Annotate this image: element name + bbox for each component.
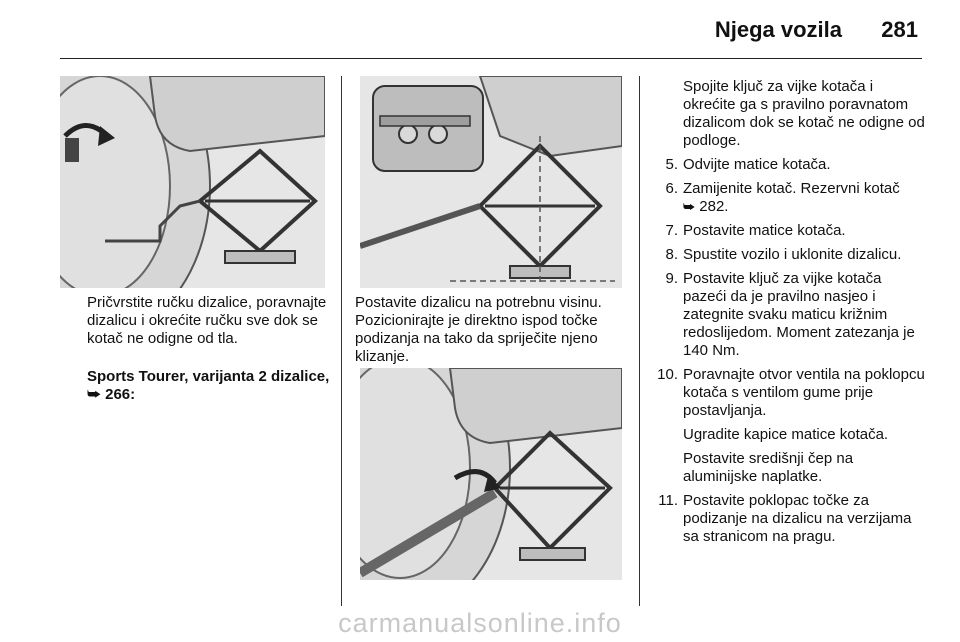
step-continuation: Spojite ključ za vijke kotača i okrećite ga s pravilno poravnatom dizalicom dok se kotač ne odigne od podloge. bbox=[683, 78, 925, 149]
left-bold-note bbox=[87, 368, 332, 404]
instruction-steps bbox=[651, 78, 926, 552]
step-subtext: Ugradite kapice matice kotača. bbox=[683, 426, 889, 443]
step-text: Poravnajte otvor ventila na poklopcu kotača s ventilom gume prije postavljanja. bbox=[683, 366, 925, 419]
list-item bbox=[651, 270, 926, 360]
step-text: Postavite ključ za vijke kotača pazeći da je pravilno nasjeo i zategnite svaku maticu križnim redoslijedom. Moment zatezanja je 140 Nm. bbox=[683, 270, 915, 359]
illustration-jack-crank bbox=[60, 76, 325, 288]
step-number: 10. bbox=[657, 366, 678, 383]
list-item bbox=[651, 180, 926, 216]
left-bold-note-text: Sports Tourer, varijanta 2 dizalice, bbox=[87, 368, 330, 385]
arrow-ref-icon: ⮩ bbox=[683, 199, 696, 214]
list-item bbox=[651, 156, 926, 174]
page-title: Njega vozila bbox=[714, 17, 842, 42]
list-item bbox=[651, 492, 926, 546]
left-bold-ref-page: 266: bbox=[105, 386, 136, 403]
step-ref-page: 282. bbox=[699, 198, 729, 215]
illustration-jack-raise bbox=[360, 368, 622, 580]
list-item bbox=[651, 222, 926, 240]
step-number: 8. bbox=[665, 246, 678, 263]
step-text: Postavite matice kotača. bbox=[683, 222, 846, 239]
column-separator-1 bbox=[341, 76, 342, 606]
illustration-jack-position bbox=[360, 76, 622, 288]
page-number: 281 bbox=[881, 17, 918, 42]
step-text: Postavite poklopac točke za podizanje na dizalicu na verzijama sa stranicom na pragu. bbox=[683, 492, 912, 545]
header-rule bbox=[60, 58, 922, 59]
step-number: 5. bbox=[665, 156, 678, 173]
left-caption bbox=[87, 294, 332, 348]
step-subtext: Postavite središnji čep na aluminijske naplatke. bbox=[683, 450, 854, 485]
left-caption-text: Pričvrstite ručku dizalice, poravnajte dizalicu i okrećite ručku sve dok se kotač ne odigne od tla. bbox=[87, 294, 327, 347]
arrow-ref-icon: ⮩ bbox=[87, 386, 101, 403]
list-item bbox=[651, 366, 926, 486]
step-text: Odvijte matice kotača. bbox=[683, 156, 831, 173]
column-separator-2 bbox=[639, 76, 640, 606]
step-number: 11. bbox=[658, 492, 678, 509]
watermark: carmanualsonline.info bbox=[338, 608, 622, 638]
step-text: Zamijenite kotač. Rezervni kotač bbox=[683, 180, 900, 197]
list-item bbox=[651, 246, 926, 264]
middle-caption-text: Postavite dizalicu na potrebnu visinu. Pozicionirajte je direktno ispod točke podizanja na tako da spriječite njeno klizanje. bbox=[355, 294, 602, 365]
step-number: 7. bbox=[665, 222, 678, 239]
step-number: 9. bbox=[665, 270, 678, 287]
step-text: Spustite vozilo i uklonite dizalicu. bbox=[683, 246, 902, 263]
middle-caption bbox=[355, 294, 625, 366]
step-number: 6. bbox=[665, 180, 678, 197]
page-header bbox=[0, 0, 960, 60]
